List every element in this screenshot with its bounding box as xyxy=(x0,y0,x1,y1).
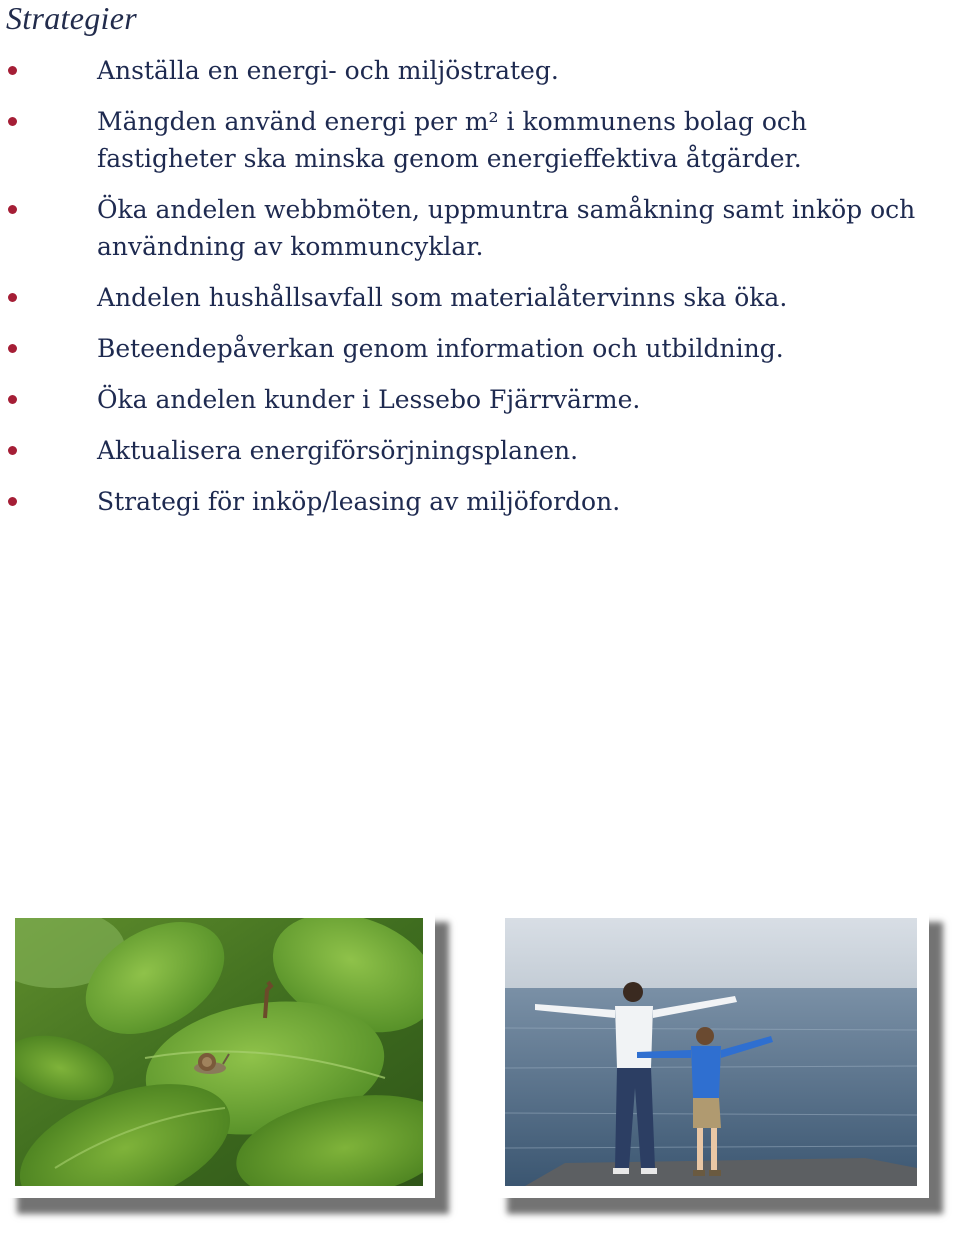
list-item: Öka andelen kunder i Lessebo Fjärrvärme. xyxy=(0,381,960,418)
list-item: Anställa en energi- och miljöstrateg. xyxy=(0,52,960,89)
photo-man-and-boy-at-sea xyxy=(493,906,929,1198)
bullet-dot-icon xyxy=(8,117,17,126)
bullet-dot-icon xyxy=(8,66,17,75)
list-item: Beteendepåverkan genom information och utbildning. xyxy=(0,330,960,367)
bullet-dot-icon xyxy=(8,293,17,302)
bullet-dot-icon xyxy=(8,344,17,353)
list-item: Mängden använd energi per m² i kommunens bolag och fastigheter ska minska genom energieffektiva åtgärder. xyxy=(0,103,960,177)
photo-snail-on-leaves xyxy=(3,906,435,1198)
leaves-snail-image xyxy=(15,918,423,1186)
list-item: Andelen hushållsavfall som materialåtervinns ska öka. xyxy=(0,279,960,316)
list-item: Aktualisera energiförsörjningsplanen. xyxy=(0,432,960,469)
bullet-dot-icon xyxy=(8,497,17,506)
strategy-list xyxy=(0,52,960,520)
bullet-dot-icon xyxy=(8,205,17,214)
page-heading: Strategier xyxy=(6,0,137,36)
sea-people-image xyxy=(505,918,917,1186)
list-item: Strategi för inköp/leasing av miljöfordon. xyxy=(0,483,960,520)
bullet-dot-icon xyxy=(8,446,17,455)
list-item: Öka andelen webbmöten, uppmuntra samåkning samt inköp och användning av kommuncyklar. xyxy=(0,191,960,265)
bullet-dot-icon xyxy=(8,395,17,404)
